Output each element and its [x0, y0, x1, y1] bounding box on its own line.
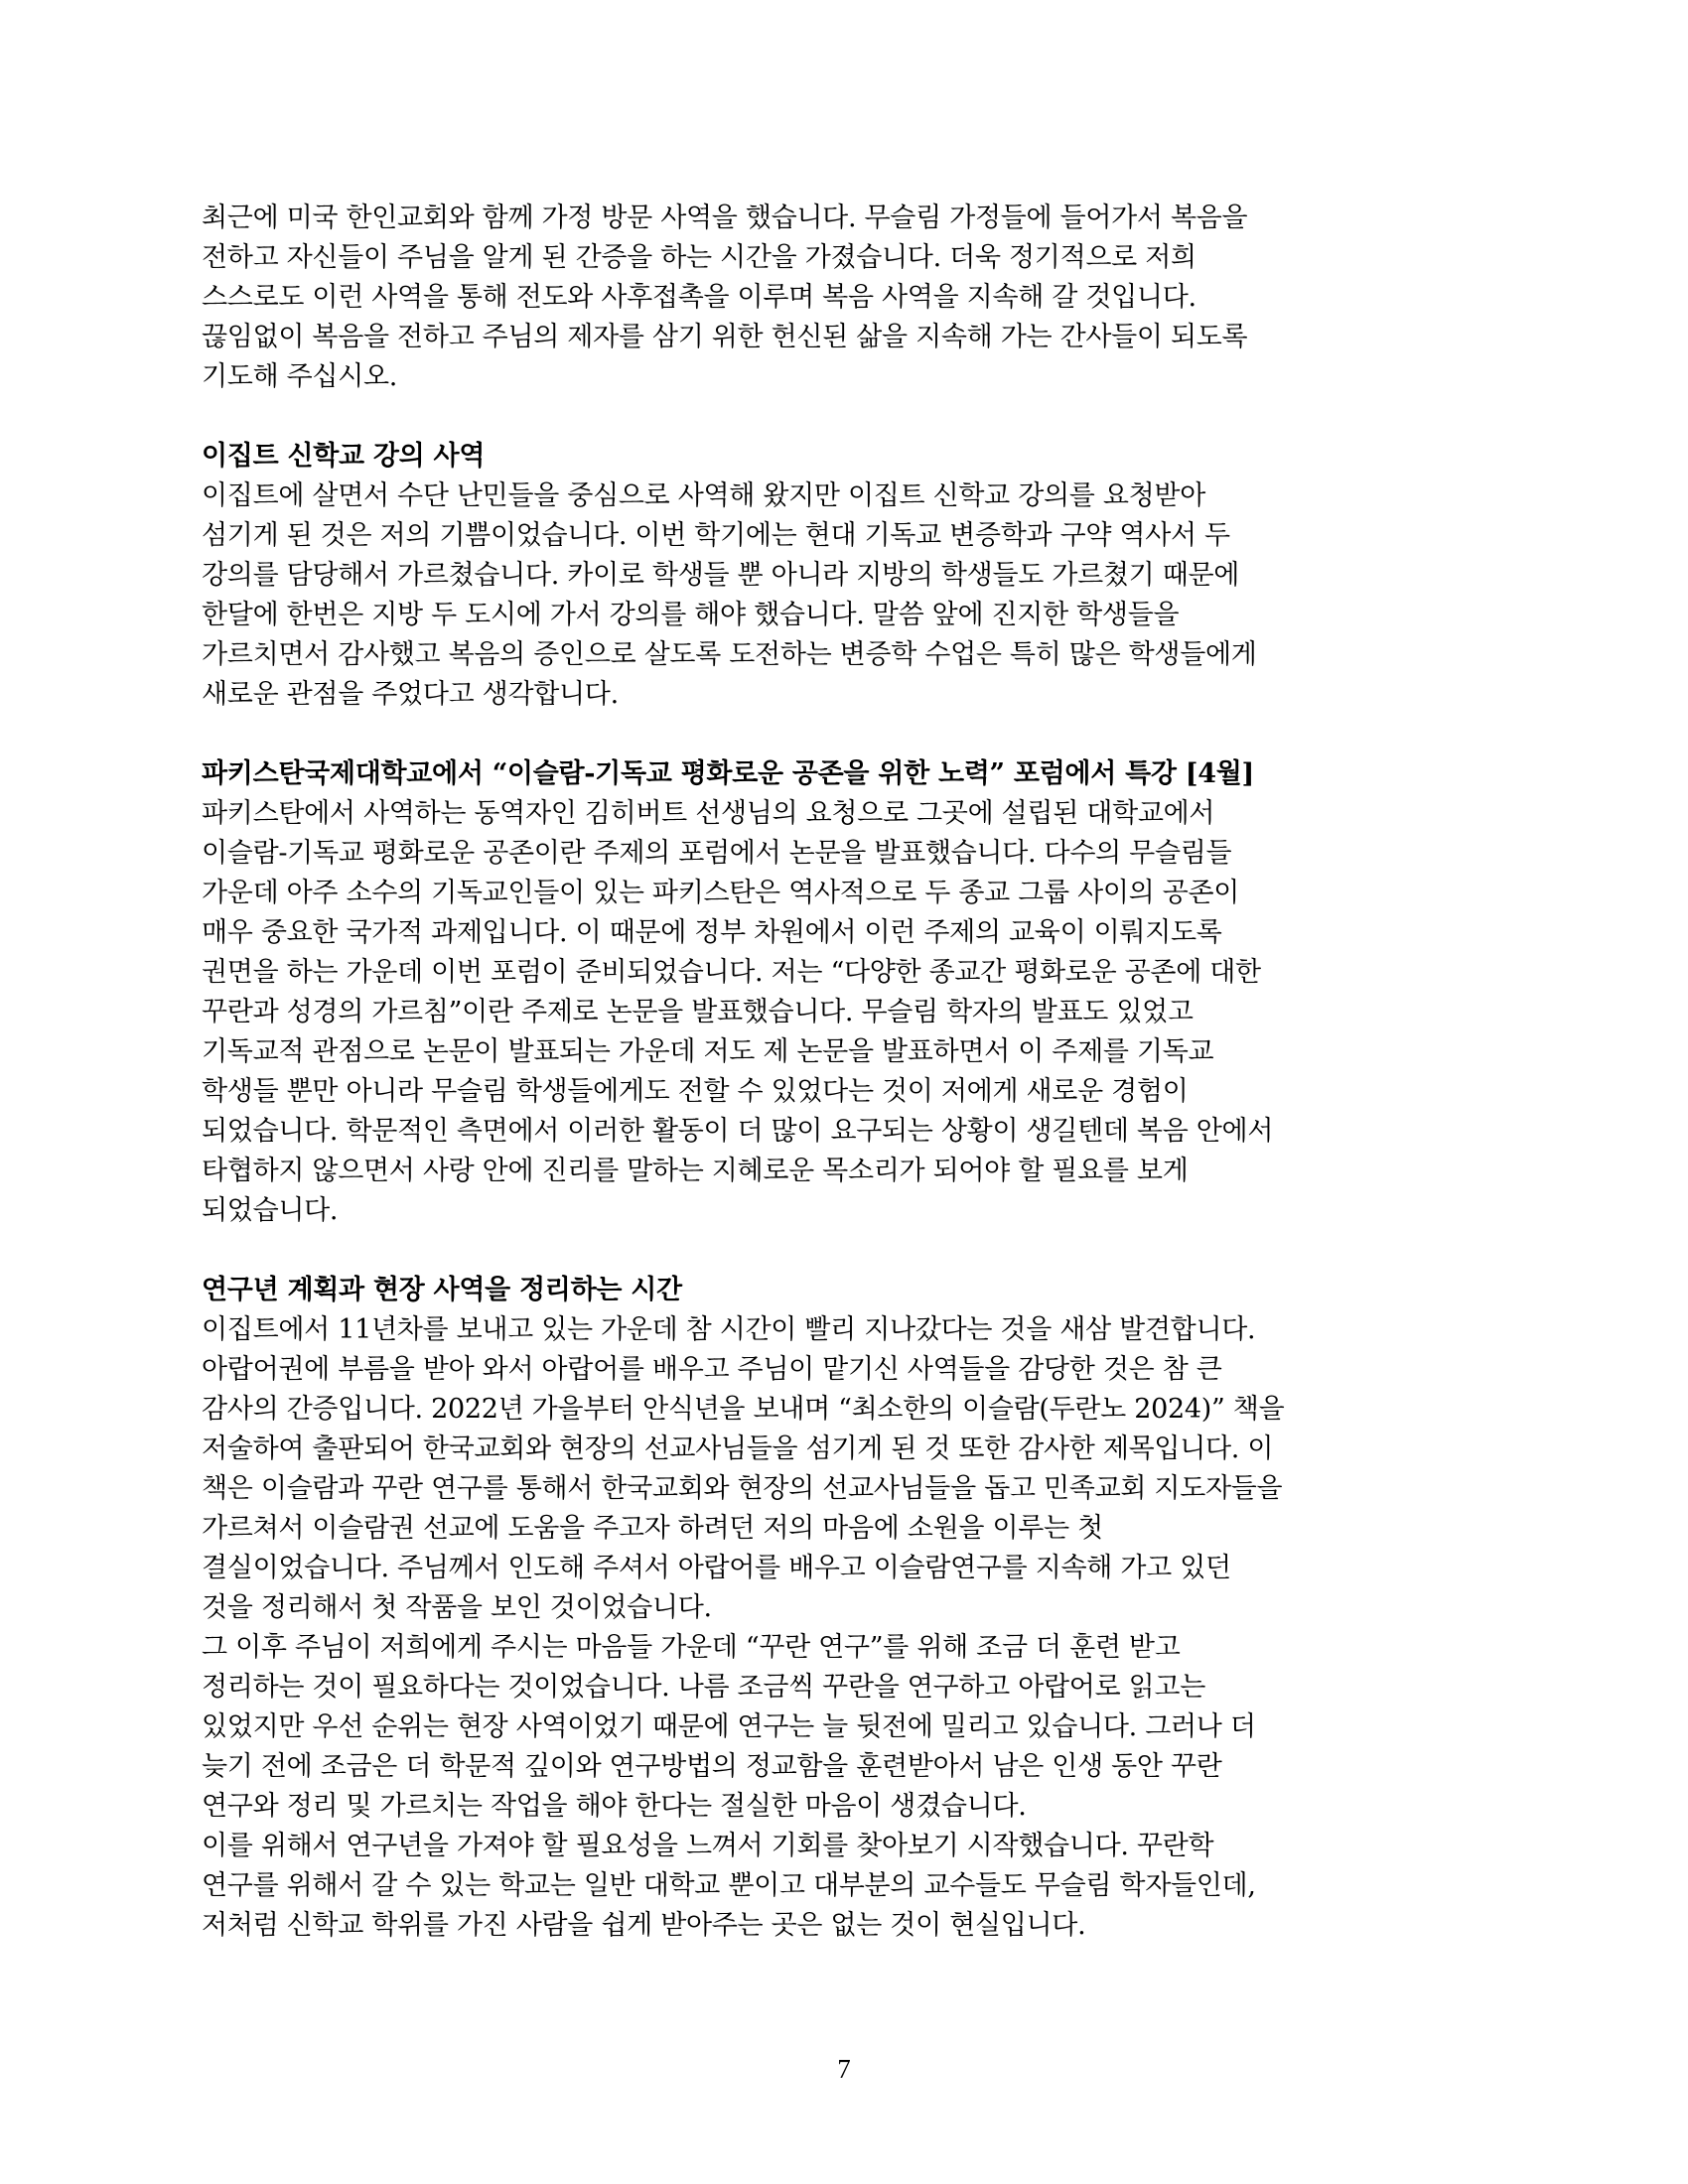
section-heading: 파키스탄국제대학교에서 “이슬람-기독교 평화로운 공존을 위한 노력” 포럼에서 특강 [4월] [202, 758, 1254, 789]
text-line: 결실이었습니다. 주님께서 인도해 주셔서 아랍어를 배우고 이슬람연구를 지속해 가고 있던 [202, 1553, 1231, 1583]
section-heading: 이집트 신학교 강의 사역 [202, 441, 486, 472]
text-line: 늦기 전에 조금은 더 학문적 깊이와 연구방법의 정교함을 훈련받아서 남은 인생 동안 꾸란 [202, 1751, 1222, 1782]
text-line: 권면을 하는 가운데 이번 포럼이 준비되었습니다. 저는 “다양한 종교간 평화로운 공존에 대한 [202, 957, 1261, 988]
text-line: 기도해 주십시오. [202, 361, 398, 392]
text-line: 되었습니다. 학문적인 측면에서 이러한 활동이 더 많이 요구되는 상황이 생길텐데 복음 안에서 [202, 1116, 1274, 1147]
text-line: 스스로도 이런 사역을 통해 전도와 사후접촉을 이루며 복음 사역을 지속해 갈 것입니다. [202, 282, 1196, 313]
text-line: 이집트에서 11년차를 보내고 있는 가운데 참 시간이 빨리 지나갔다는 것을 새삼 발견합니다. [202, 1314, 1256, 1345]
text-line: 그 이후 주님이 저희에게 주시는 마음들 가운데 “꾸란 연구”를 위해 조금 더 훈련 받고 [202, 1632, 1181, 1663]
text-line: 가르쳐서 이슬람권 선교에 도움을 주고자 하려던 저의 마음에 소원을 이루는 첫 [202, 1513, 1103, 1544]
text-line: 끊임없이 복음을 전하고 주님의 제자를 삼기 위한 헌신된 삶을 지속해 가는 간사들이 되도록 [202, 322, 1248, 352]
paragraph-gap [202, 397, 1512, 437]
text-line: 이를 위해서 연구년을 가져야 할 필요성을 느껴서 기회를 찾아보기 시작했습니다. 꾸란학 [202, 1831, 1214, 1861]
text-line: 전하고 자신들이 주님을 알게 된 간증을 하는 시간을 가졌습니다. 더욱 정기적으로 저희 [202, 242, 1196, 273]
text-line: 연구와 정리 및 가르치는 작업을 해야 한다는 절실한 마음이 생겼습니다. [202, 1791, 1027, 1822]
text-line: 아랍어권에 부름을 받아 와서 아랍어를 배우고 주님이 맡기신 사역들을 감당한 것은 참 큰 [202, 1354, 1222, 1385]
section-egypt-seminary [202, 437, 1512, 715]
text-line: 가르치면서 감사했고 복음의 증인으로 살도록 도전하는 변증학 수업은 특히 많은 학생들에게 [202, 639, 1257, 670]
text-line: 꾸란과 성경의 가르침”이란 주제로 논문을 발표했습니다. 무슬림 학자의 발표도 있었고 [202, 997, 1194, 1027]
text-line: 있었지만 우선 순위는 현장 사역이었기 때문에 연구는 늘 뒷전에 밀리고 있습니다. 그러나 더 [202, 1711, 1256, 1742]
text-line: 학생들 뿐만 아니라 무슬림 학생들에게도 전할 수 있었다는 것이 저에게 새로운 경험이 [202, 1076, 1189, 1107]
text-line: 감사의 간증입니다. 2022년 가을부터 안식년을 보내며 “최소한의 이슬람(두란노 2024)” 책을 [202, 1394, 1285, 1425]
text-line: 연구를 위해서 갈 수 있는 학교는 일반 대학교 뿐이고 대부분의 교수들도 무슬림 학자들인데, [202, 1870, 1256, 1901]
page-body [202, 199, 1512, 1946]
text-line: 최근에 미국 한인교회와 함께 가정 방문 사역을 했습니다. 무슬림 가정들에 들어가서 복음을 [202, 203, 1248, 233]
text-line: 섬기게 된 것은 저의 기쁨이었습니다. 이번 학기에는 현대 기독교 변증학과 구약 역사서 두 [202, 520, 1230, 551]
text-line: 저처럼 신학교 학위를 가진 사람을 쉽게 받아주는 곳은 없는 것이 현실입니다. [202, 1910, 1086, 1941]
text-line: 매우 중요한 국가적 과제입니다. 이 때문에 정부 차원에서 이런 주제의 교육이 이뤄지도록 [202, 917, 1222, 948]
paragraph-gap [202, 1231, 1512, 1271]
text-line: 책은 이슬람과 꾸란 연구를 통해서 한국교회와 현장의 선교사님들을 돕고 민족교회 지도자들을 [202, 1473, 1283, 1504]
section-sabbatical-plan [202, 1271, 1512, 1946]
text-line: 것을 정리해서 첫 작품을 보인 것이었습니다. [202, 1592, 712, 1623]
text-line: 강의를 담당해서 가르쳤습니다. 카이로 학생들 뿐 아니라 지방의 학생들도 가르쳤기 때문에 [202, 560, 1240, 591]
text-line: 한달에 한번은 지방 두 도시에 가서 강의를 해야 했습니다. 말씀 앞에 진지한 학생들을 [202, 600, 1180, 630]
text-line: 기독교적 관점으로 논문이 발표되는 가운데 저도 제 논문을 발표하면서 이 주제를 기독교 [202, 1036, 1214, 1067]
paragraph-gap [202, 715, 1512, 754]
text-line: 새로운 관점을 주었다고 생각합니다. [202, 679, 619, 710]
section-heading: 연구년 계획과 현장 사역을 정리하는 시간 [202, 1275, 682, 1305]
section-pakistan-forum [202, 754, 1512, 1231]
text-line: 파키스탄에서 사역하는 동역자인 김히버트 선생님의 요청으로 그곳에 설립된 대학교에서 [202, 798, 1215, 829]
page-number: 7 [837, 2054, 851, 2084]
text-line: 타협하지 않으면서 사랑 안에 진리를 말하는 지혜로운 목소리가 되어야 할 필요를 보게 [202, 1156, 1189, 1186]
text-line: 되었습니다. [202, 1195, 339, 1226]
text-line: 가운데 아주 소수의 기독교인들이 있는 파키스탄은 역사적으로 두 종교 그룹 사이의 공존이 [202, 878, 1240, 908]
text-line: 정리하는 것이 필요하다는 것이었습니다. 나름 조금씩 꾸란을 연구하고 아랍어로 읽고는 [202, 1672, 1205, 1703]
intro-paragraph [202, 199, 1512, 397]
text-line: 저술하여 출판되어 한국교회와 현장의 선교사님들을 섬기게 된 것 또한 감사한 제목입니다. 이 [202, 1433, 1274, 1464]
text-line: 이슬람-기독교 평화로운 공존이란 주제의 포럼에서 논문을 발표했습니다. 다수의 무슬림들 [202, 838, 1232, 869]
text-line: 이집트에 살면서 수단 난민들을 중심으로 사역해 왔지만 이집트 신학교 강의를 요청받아 [202, 480, 1205, 511]
